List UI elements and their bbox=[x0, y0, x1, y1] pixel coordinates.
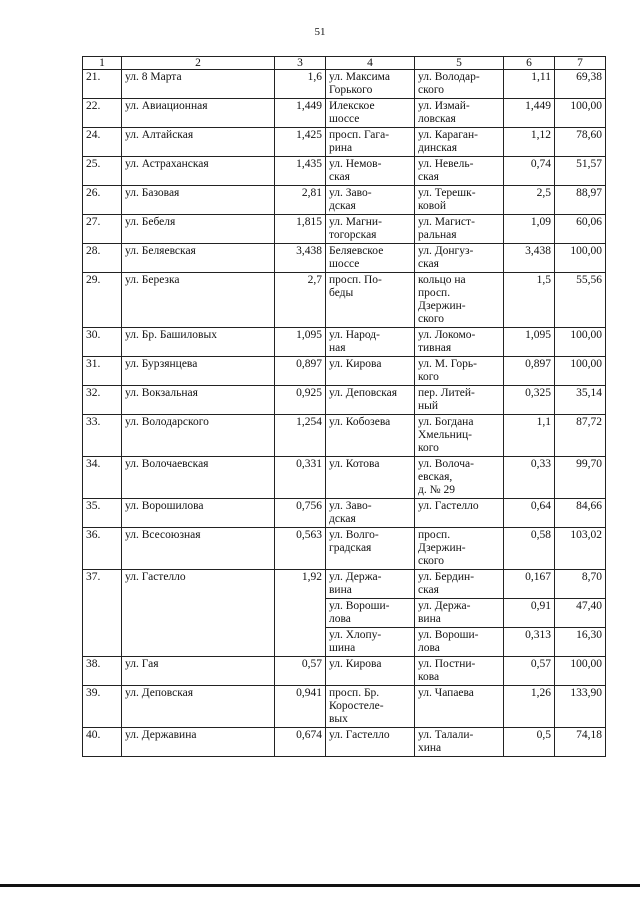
repair-length: 0,57 bbox=[504, 657, 555, 686]
repair-length: 1,26 bbox=[504, 686, 555, 728]
section-to: ул. Постни- кова bbox=[415, 657, 504, 686]
street-length: 0,57 bbox=[275, 657, 326, 686]
section-from: ул. Немов- ская bbox=[326, 157, 415, 186]
col-header: 5 bbox=[415, 57, 504, 70]
percent: 78,60 bbox=[555, 128, 606, 157]
table-row bbox=[83, 215, 606, 244]
street-length: 1,435 bbox=[275, 157, 326, 186]
row-number: 25. bbox=[83, 157, 122, 186]
section-to: ул. Невель- ская bbox=[415, 157, 504, 186]
streets-table bbox=[82, 56, 606, 757]
section-from: ул. Волго- градская bbox=[326, 528, 415, 570]
section-from: просп. Гага- рина bbox=[326, 128, 415, 157]
percent: 8,70 bbox=[555, 570, 606, 599]
percent: 55,56 bbox=[555, 273, 606, 328]
percent: 87,72 bbox=[555, 415, 606, 457]
section-to: ул. Володар- ского bbox=[415, 70, 504, 99]
repair-length: 0,167 bbox=[504, 570, 555, 599]
section-to: ул. Чапаева bbox=[415, 686, 504, 728]
repair-length: 3,438 bbox=[504, 244, 555, 273]
percent: 100,00 bbox=[555, 99, 606, 128]
street-length: 1,92 bbox=[275, 570, 326, 657]
repair-length: 2,5 bbox=[504, 186, 555, 215]
table-row bbox=[83, 570, 606, 599]
section-to: ул. Измай- ловская bbox=[415, 99, 504, 128]
row-number: 29. bbox=[83, 273, 122, 328]
table-row bbox=[83, 499, 606, 528]
section-to: ул. Локомо- тивная bbox=[415, 328, 504, 357]
table-row bbox=[83, 528, 606, 570]
street-length: 0,674 bbox=[275, 728, 326, 757]
street-name: ул. Бр. Башиловых bbox=[122, 328, 275, 357]
street-name: ул. Авиационная bbox=[122, 99, 275, 128]
section-from: ул. Вороши- лова bbox=[326, 599, 415, 628]
section-from: ул. Котова bbox=[326, 457, 415, 499]
row-number: 28. bbox=[83, 244, 122, 273]
table-row bbox=[83, 357, 606, 386]
table-row bbox=[83, 686, 606, 728]
percent: 100,00 bbox=[555, 244, 606, 273]
street-length: 0,941 bbox=[275, 686, 326, 728]
section-to: ул. Гастелло bbox=[415, 499, 504, 528]
street-name: ул. Бебеля bbox=[122, 215, 275, 244]
street-name: ул. Всесоюзная bbox=[122, 528, 275, 570]
street-length: 1,425 bbox=[275, 128, 326, 157]
percent: 47,40 bbox=[555, 599, 606, 628]
street-name: ул. Березка bbox=[122, 273, 275, 328]
section-to: ул. Богдана Хмельниц- кого bbox=[415, 415, 504, 457]
row-number: 38. bbox=[83, 657, 122, 686]
street-name: ул. Ворошилова bbox=[122, 499, 275, 528]
row-number: 33. bbox=[83, 415, 122, 457]
repair-length: 0,74 bbox=[504, 157, 555, 186]
row-number: 37. bbox=[83, 570, 122, 657]
street-name: ул. Бурзянцева bbox=[122, 357, 275, 386]
section-to: ул. Бердин- ская bbox=[415, 570, 504, 599]
col-header: 1 bbox=[83, 57, 122, 70]
table-row bbox=[83, 386, 606, 415]
percent: 88,97 bbox=[555, 186, 606, 215]
section-to: ул. Караган- динская bbox=[415, 128, 504, 157]
street-name: ул. Гастелло bbox=[122, 570, 275, 657]
section-from: ул. Магни- тогорская bbox=[326, 215, 415, 244]
section-from: ул. Хлопу- шина bbox=[326, 628, 415, 657]
street-length: 0,331 bbox=[275, 457, 326, 499]
section-to: ул. Донгуз- ская bbox=[415, 244, 504, 273]
col-header: 2 bbox=[122, 57, 275, 70]
table-row bbox=[83, 657, 606, 686]
street-length: 0,925 bbox=[275, 386, 326, 415]
col-header: 3 bbox=[275, 57, 326, 70]
section-to: ул. Талали- хина bbox=[415, 728, 504, 757]
repair-length: 1,449 bbox=[504, 99, 555, 128]
percent: 51,57 bbox=[555, 157, 606, 186]
street-length: 1,095 bbox=[275, 328, 326, 357]
street-length: 1,254 bbox=[275, 415, 326, 457]
row-number: 32. bbox=[83, 386, 122, 415]
street-name: ул. Волочаевская bbox=[122, 457, 275, 499]
section-from: ул. Народ- ная bbox=[326, 328, 415, 357]
section-from: ул. Заво- дская bbox=[326, 186, 415, 215]
section-from: Беляевское шоссе bbox=[326, 244, 415, 273]
repair-length: 0,5 bbox=[504, 728, 555, 757]
row-number: 35. bbox=[83, 499, 122, 528]
table-row bbox=[83, 244, 606, 273]
table-row bbox=[83, 186, 606, 215]
repair-length: 1,11 bbox=[504, 70, 555, 99]
row-number: 26. bbox=[83, 186, 122, 215]
percent: 60,06 bbox=[555, 215, 606, 244]
street-name: ул. Базовая bbox=[122, 186, 275, 215]
section-to: ул. Держа- вина bbox=[415, 599, 504, 628]
section-from: ул. Держа- вина bbox=[326, 570, 415, 599]
percent: 133,90 bbox=[555, 686, 606, 728]
street-name: ул. Гая bbox=[122, 657, 275, 686]
section-to: ул. Терешк- ковой bbox=[415, 186, 504, 215]
row-number: 22. bbox=[83, 99, 122, 128]
repair-length: 1,5 bbox=[504, 273, 555, 328]
row-number: 21. bbox=[83, 70, 122, 99]
percent: 100,00 bbox=[555, 328, 606, 357]
table-row bbox=[83, 70, 606, 99]
street-length: 1,449 bbox=[275, 99, 326, 128]
percent: 74,18 bbox=[555, 728, 606, 757]
page-number: 51 bbox=[314, 26, 326, 38]
row-number: 39. bbox=[83, 686, 122, 728]
percent: 100,00 bbox=[555, 657, 606, 686]
section-to: просп. Дзержин- ского bbox=[415, 528, 504, 570]
header-row bbox=[83, 57, 606, 70]
section-from: ул. Максима Горького bbox=[326, 70, 415, 99]
street-length: 1,6 bbox=[275, 70, 326, 99]
section-to: ул. Магист- ральная bbox=[415, 215, 504, 244]
table-row bbox=[83, 328, 606, 357]
table-row bbox=[83, 415, 606, 457]
repair-length: 1,12 bbox=[504, 128, 555, 157]
section-to: ул. М. Горь- кого bbox=[415, 357, 504, 386]
row-number: 34. bbox=[83, 457, 122, 499]
repair-length: 0,64 bbox=[504, 499, 555, 528]
percent: 16,30 bbox=[555, 628, 606, 657]
row-number: 27. bbox=[83, 215, 122, 244]
section-from: ул. Гастелло bbox=[326, 728, 415, 757]
street-length: 2,81 bbox=[275, 186, 326, 215]
street-name: ул. Деповская bbox=[122, 686, 275, 728]
repair-length: 1,095 bbox=[504, 328, 555, 357]
section-to: кольцо на просп. Дзержин- ского bbox=[415, 273, 504, 328]
repair-length: 0,91 bbox=[504, 599, 555, 628]
section-from: просп. Бр. Коростеле- вых bbox=[326, 686, 415, 728]
section-from: ул. Кобозева bbox=[326, 415, 415, 457]
col-header: 4 bbox=[326, 57, 415, 70]
repair-length: 0,325 bbox=[504, 386, 555, 415]
repair-length: 0,58 bbox=[504, 528, 555, 570]
percent: 35,14 bbox=[555, 386, 606, 415]
repair-length: 0,313 bbox=[504, 628, 555, 657]
row-number: 40. bbox=[83, 728, 122, 757]
street-name: ул. Астраханская bbox=[122, 157, 275, 186]
row-number: 36. bbox=[83, 528, 122, 570]
repair-length: 1,1 bbox=[504, 415, 555, 457]
footer-divider bbox=[0, 884, 640, 887]
street-length: 1,815 bbox=[275, 215, 326, 244]
street-name: ул. Державина bbox=[122, 728, 275, 757]
col-header: 7 bbox=[555, 57, 606, 70]
percent: 100,00 bbox=[555, 357, 606, 386]
table-row bbox=[83, 273, 606, 328]
section-to: ул. Вороши- лова bbox=[415, 628, 504, 657]
street-length: 0,563 bbox=[275, 528, 326, 570]
street-name: ул. Беляевская bbox=[122, 244, 275, 273]
street-length: 0,897 bbox=[275, 357, 326, 386]
table-row bbox=[83, 728, 606, 757]
section-from: просп. По- беды bbox=[326, 273, 415, 328]
street-length: 0,756 bbox=[275, 499, 326, 528]
street-length: 3,438 bbox=[275, 244, 326, 273]
section-from: ул. Кирова bbox=[326, 357, 415, 386]
repair-length: 1,09 bbox=[504, 215, 555, 244]
street-name: ул. Вокзальная bbox=[122, 386, 275, 415]
col-header: 6 bbox=[504, 57, 555, 70]
street-length: 2,7 bbox=[275, 273, 326, 328]
table-row bbox=[83, 99, 606, 128]
section-to: ул. Волоча- евская, д. № 29 bbox=[415, 457, 504, 499]
table-row bbox=[83, 128, 606, 157]
section-from: ул. Заво- дская bbox=[326, 499, 415, 528]
street-name: ул. Володарского bbox=[122, 415, 275, 457]
section-from: Илекское шоссе bbox=[326, 99, 415, 128]
row-number: 24. bbox=[83, 128, 122, 157]
repair-length: 0,897 bbox=[504, 357, 555, 386]
street-name: ул. 8 Марта bbox=[122, 70, 275, 99]
table-row bbox=[83, 157, 606, 186]
row-number: 30. bbox=[83, 328, 122, 357]
street-name: ул. Алтайская bbox=[122, 128, 275, 157]
repair-length: 0,33 bbox=[504, 457, 555, 499]
section-from: ул. Кирова bbox=[326, 657, 415, 686]
section-from: ул. Деповская bbox=[326, 386, 415, 415]
table-row bbox=[83, 457, 606, 499]
percent: 69,38 bbox=[555, 70, 606, 99]
percent: 103,02 bbox=[555, 528, 606, 570]
percent: 84,66 bbox=[555, 499, 606, 528]
row-number: 31. bbox=[83, 357, 122, 386]
section-to: пер. Литей- ный bbox=[415, 386, 504, 415]
percent: 99,70 bbox=[555, 457, 606, 499]
